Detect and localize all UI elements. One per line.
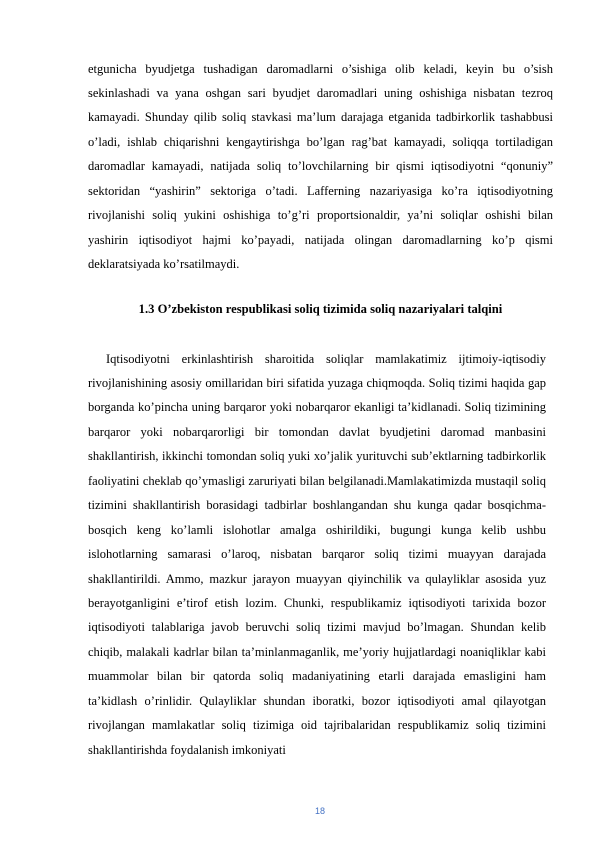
page-number: 18 bbox=[314, 806, 325, 816]
body-paragraph-continuation: etgunicha byudjetga tushadigan daromadlarni o’sishiga olib keladi, keyin bu o’sish sekinlashadi va yana oshgan sari byudjet daromadlari uning oshishiga nisbatan tezroq kamayadi. Shunday qilib soliq stavkasi ma’lum darajaga etganida tadbirkorlik tashabbusi o’ladi, ishlab chiqarishni kengaytirishga bo’lgan rag’bat kamayadi, soliqqa tortiladigan daromadlar kamayadi, natijada soliq to’lovchilarning bir qismi iqtisodiyotni “qonuniy” sektoridan “yashirin” sektoriga o’tadi. Lafferning nazariyasiga ko’ra iqtisodiyotning rivojlanishi soliq yukini oshishiga to’g’ri proportsionaldir, ya’ni soliqlar oshishi bilan yashirin iqtisodiyot hajmi ko’payadi, natijada olingan daromadlarning ko’p qismi deklaratsiyada ko’rsatilmaydi. bbox=[88, 61, 553, 272]
body-paragraph: Iqtisodiyotni erkinlashtirish sharoitida soliqlar mamlakatimiz ijtimoiy-iqtisodiy rivojlanishining asosiy omillaridan biri sifatida yuzaga chiqmoqda. Soliq tizimi haqida gap borganda ko’pincha uning barqaror yoki nobarqaror ekanligi ta’kidlanadi. Soliq tizimining barqaror yoki nobarqarorligi bir tomondan davlat byudjetini daromad manbasini shakllantirish, ikkinchi tomondan soliq yuki xo’jalik yurituvchi sub’ektlarning tadbirkorlik faoliyatini cheklab qo’ymasligi zaruriyati bilan belgilanadi.Mamlakatimizda mustaqil soliq tizimini shakllantirish borasidagi tadbirlar boshlangandan shu kunga qadar bosqichma-bosqich keng ko’lamli islohotlar amalga oshirildiki, bugungi kunga kelib ushbu islohotlarning samarasi o’laroq, nisbatan barqaror soliq tizimi muayyan darajada shakllantirildi. Ammo, mazkur jarayon muayyan qiyinchilik va qulayliklar asosida yuz berayotganligini e’tirof etish lozim. Chunki, respublikamiz iqtisodiyoti tarixida bozor iqtisodiyoti talablariga javob beruvchi soliq tizimi mavjud bo’lmagan. Shundan kelib chiqib, malakali kadrlar bilan ta’minlanmaganlik, me’yoriy hujjatlardagi noaniqliklar kabi muammolar bilan bir qatorda soliq madaniyatining etarli darajada emasligini ham ta’kidlash o’rinlidir. Qulayliklar shundan iboratki, bozor iqtisodiyoti amal qilayotgan rivojlangan mamlakatlar soliq tizimiga oid tajribalaridan respublikamiz soliq tizimini shakllantirishda foydalanish imkoniyati bbox=[88, 351, 546, 757]
section-heading: 1.3 O’zbekiston respublikasi soliq tizimida soliq nazariyalari talqini bbox=[138, 302, 503, 317]
